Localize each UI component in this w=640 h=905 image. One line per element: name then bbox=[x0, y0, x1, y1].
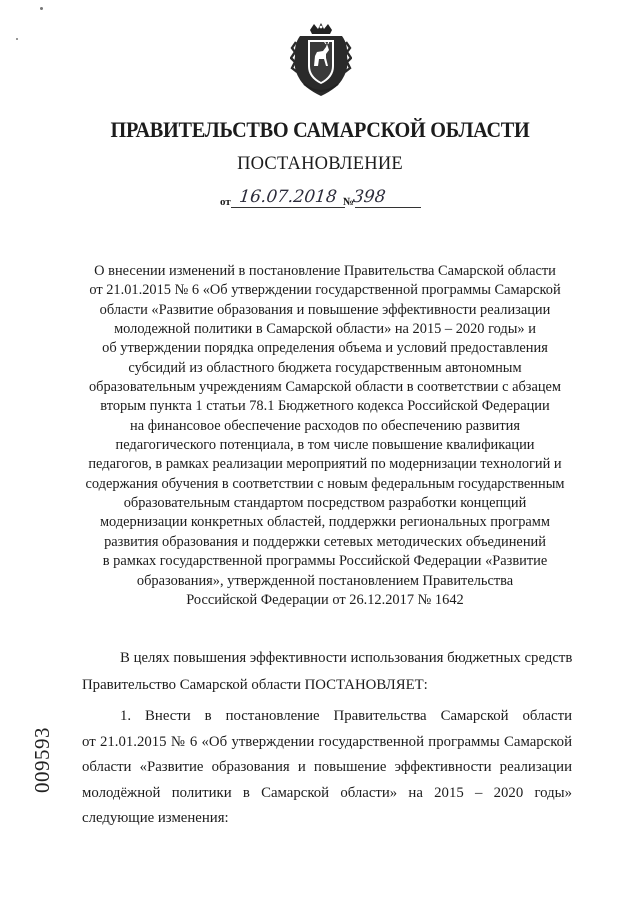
subject-line: Российской Федерации от 26.12.2017 № 1642 bbox=[186, 591, 464, 608]
subject-line: модернизации конкретных областей, поддержки региональных программ bbox=[99, 514, 551, 531]
document-subject bbox=[80, 262, 570, 610]
government-title: ПРАВИТЕЛЬСТВО САМАРСКОЙ ОБЛАСТИ bbox=[110, 117, 530, 142]
date-underline bbox=[231, 207, 345, 208]
subject-line: О внесении изменений в постановление Правительства Самарской области bbox=[94, 263, 556, 279]
number-prefix: № bbox=[343, 196, 355, 208]
subject-line: развития образования и поддержки сетевых методических объединений bbox=[104, 533, 546, 550]
paragraph-line: области «Развитие образования и повышение эффективности реализации bbox=[82, 759, 572, 775]
margin-dot bbox=[16, 38, 18, 40]
paragraph-line: следующие изменения: bbox=[82, 810, 229, 826]
subject-line: содержания обучения в соответствии с новым федеральным государственным bbox=[85, 475, 565, 492]
preamble-line: В целях повышения эффективности использования бюджетных средств bbox=[120, 650, 573, 666]
subject-line: субсидий из областного бюджета государственным автономным bbox=[128, 359, 522, 376]
paragraph-line: 1. Внести в постановление Правительства Самарской области bbox=[120, 708, 572, 724]
subject-line: молодежной политики в Самарской области» на 2015 – 2020 годы» и bbox=[114, 321, 536, 338]
date-prefix: от bbox=[220, 196, 231, 208]
subject-line: в рамках государственной программы Российской Федерации «Развитие bbox=[102, 553, 548, 570]
subject-line: области «Развитие образования и повышение эффективности реализации bbox=[99, 301, 551, 318]
subject-line: вторым пункта 1 статьи 78.1 Бюджетного кодекса Российской Федерации bbox=[100, 398, 550, 415]
paragraph-line: молодёжной политики в Самарской области» на 2015 – 2020 годы» bbox=[82, 784, 572, 801]
date-number-line bbox=[215, 187, 455, 211]
preamble-line: Правительство Самарской области ПОСТАНОВЛЯЕТ: bbox=[82, 677, 428, 693]
document-serial-number: 009593 bbox=[30, 727, 54, 793]
subject-line: педагогов, в рамках реализации мероприятий по модернизации технологий и bbox=[88, 456, 562, 473]
subject-line: на финансовое обеспечение расходов по обеспечению развития bbox=[130, 417, 520, 434]
handwritten-number: 398 bbox=[351, 187, 387, 207]
samara-coat-of-arms-emblem bbox=[290, 22, 352, 98]
subject-line: об утверждении порядка определения объема и условий предоставления bbox=[102, 340, 548, 357]
margin-dot bbox=[40, 7, 43, 10]
subject-line: педагогического потенциала, в том числе повышение квалификации bbox=[115, 437, 535, 454]
subject-line: образования», утвержденной постановлением Правительства bbox=[136, 572, 514, 589]
subject-line: образовательным учреждениям Самарской области в соответствии с абзацем bbox=[88, 379, 562, 396]
number-underline bbox=[355, 207, 421, 208]
handwritten-date: 16.07.2018 bbox=[238, 187, 338, 207]
paragraph-line: от 21.01.2015 № 6 «Об утверждении государственной программы Самарской bbox=[82, 733, 572, 750]
subject-line: образовательным стандартом посредством разработки концепций bbox=[123, 495, 527, 512]
item-1-paragraph bbox=[82, 704, 572, 832]
subject-line: от 21.01.2015 № 6 «Об утверждении государственной программы Самарской bbox=[89, 282, 561, 299]
document-type: ПОСТАНОВЛЕНИЕ bbox=[237, 154, 403, 174]
